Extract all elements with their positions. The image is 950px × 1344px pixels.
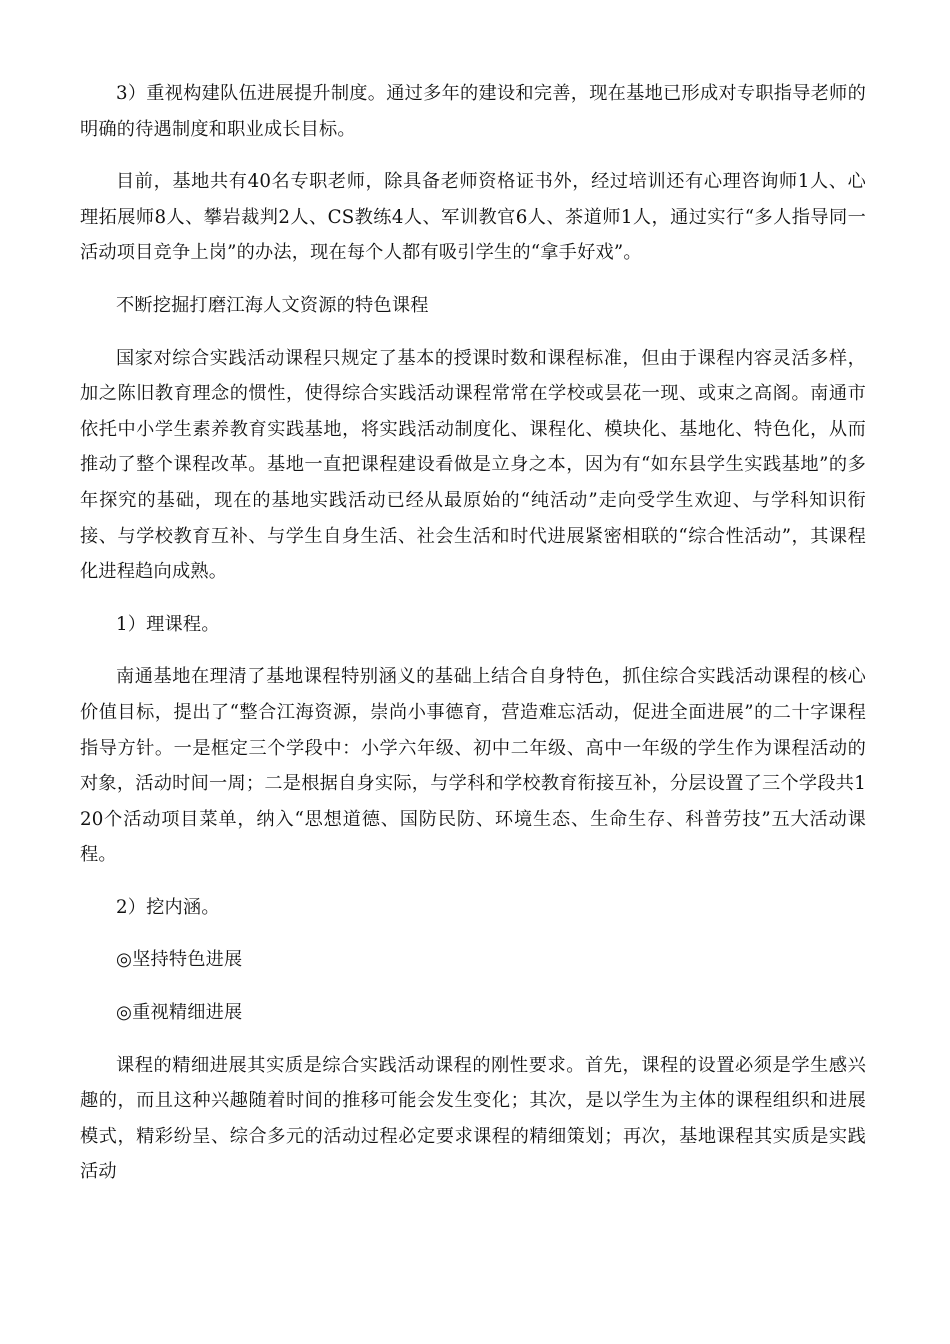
paragraph-teacher-staffing: 目前，基地共有40名专职老师，除具备老师资格证书外，经过培训还有心理咨询师1人、心理拓展师8人、攀岩裁判2人、CS教练4人、军训教官6人、茶道师1人，通过实行“多人指导同一活动项目竞争上岗”的办法，现在每个人都有吸引学生的“拿手好戏”。 bbox=[80, 171, 866, 264]
subheading-explore-connotation: 2）挖内涵。 bbox=[116, 896, 220, 918]
paragraph-team-promotion-system: 3）重视构建队伍进展提升制度。通过多年的建设和完善，现在基地已形成对专职指导老师的明确的待遇制度和职业成长目标。 bbox=[80, 83, 866, 140]
subheading-organize-courses: 1）理课程。 bbox=[116, 613, 220, 635]
bullet-refined-development: ◎重视精细进展 bbox=[116, 1002, 243, 1024]
section-heading-characteristic-courses: 不断挖掘打磨江海人文资源的特色课程 bbox=[116, 294, 429, 316]
paragraph-curriculum-background: 国家对综合实践活动课程只规定了基本的授课时数和课程标准，但由于课程内容灵活多样，加之陈旧教育理念的惯性，使得综合实践活动课程常常在学校或昙花一现、或束之高阁。南通市依托中小学生素养教育实践基地，将实践活动制度化、课程化、模块化、基地化、特色化，从而推动了整个课程改革。基地一直把课程建设看做是立身之本，因为有“如东县学生实践基地”的多年探究的基础，现在的基地实践活动已经从最原始的“纯活动”走向受学生欢迎、与学科知识衔接、与学校教育互补、与学生自身生活、社会生活和时代进展紧密相联的“综合性活动”，其课程化进程趋向成熟。 bbox=[80, 347, 866, 583]
bullet-characteristic-development: ◎坚持特色进展 bbox=[116, 949, 243, 971]
paragraph-refined-development: 课程的精细进展其实质是综合实践活动课程的刚性要求。首先，课程的设置必须是学生感兴趣的，而且这种兴趣随着时间的推移可能会发生变化；其次，是以学生为主体的课程组织和进展模式，精彩纷呈、综合多元的活动过程必定要求课程的精细策划；再次，基地课程其实质是实践活动 bbox=[80, 1054, 866, 1183]
paragraph-course-guidelines: 南通基地在理清了基地课程特别涵义的基础上结合自身特色，抓住综合实践活动课程的核心价值目标，提出了“整合江海资源，崇尚小事德育，营造难忘活动，促进全面进展”的二十字课程指导方针。一是框定三个学段中：小学六年级、初中二年级、高中一年级的学生作为课程活动的对象，活动时间一周；二是根据自身实际，与学科和学校教育衔接互补，分层设置了三个学段共120个活动项目菜单，纳入“思想道德、国防民防、环境生态、生命生存、科普劳技”五大活动课程。 bbox=[80, 666, 866, 866]
document-body bbox=[80, 76, 866, 1207]
